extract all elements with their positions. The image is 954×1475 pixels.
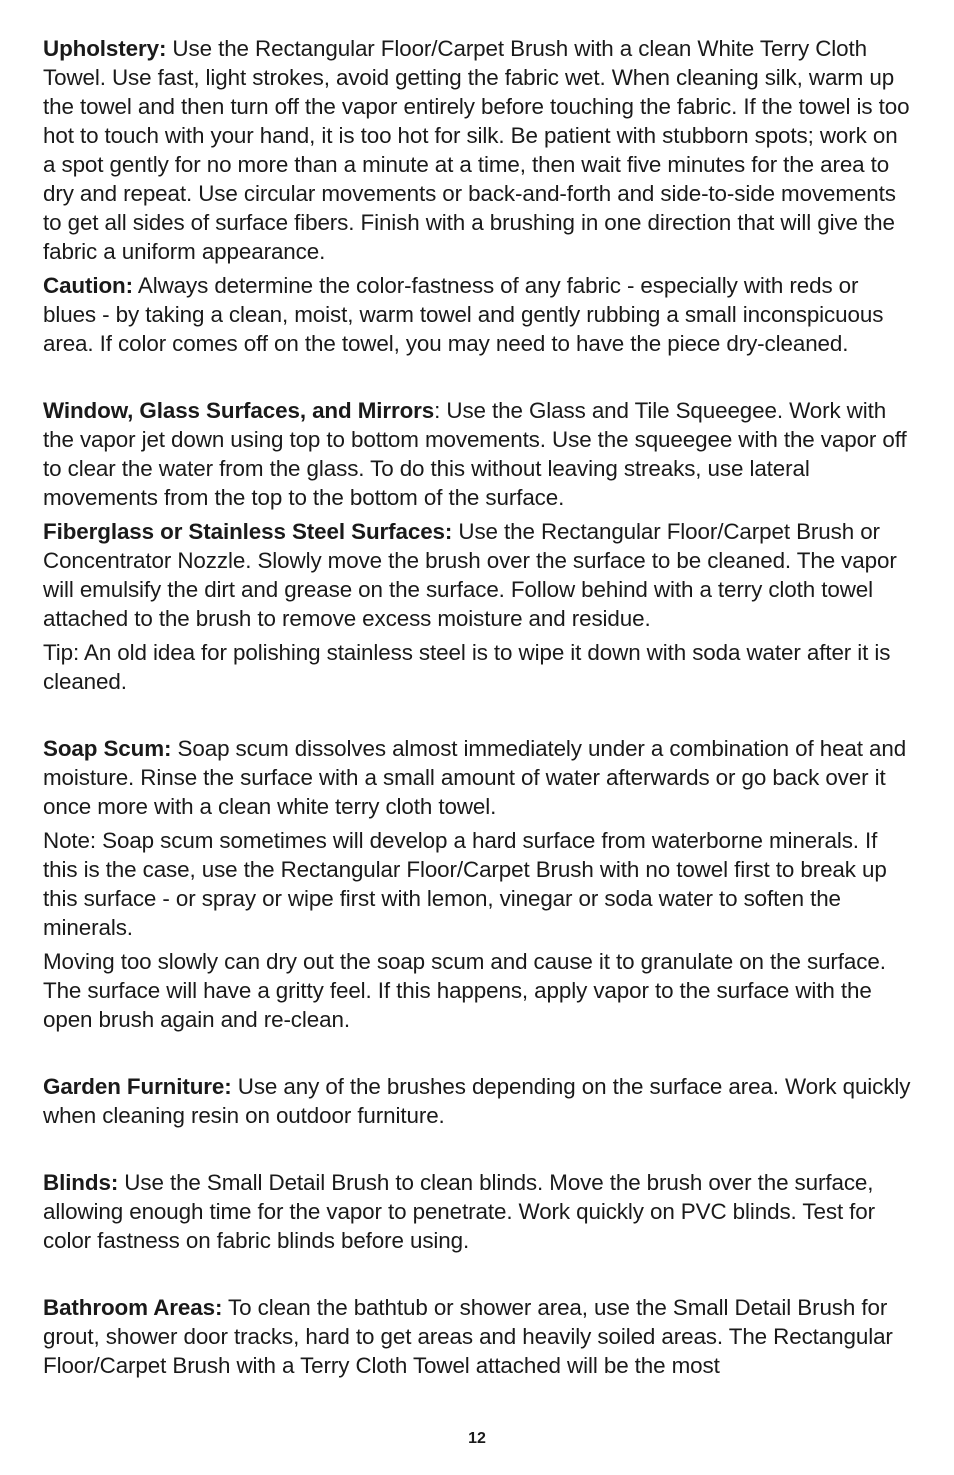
- paragraph-upholstery: [43, 34, 915, 266]
- text-caution: Always determine the color-fastness of any fabric - especially with reds or blues - by taking a clean, moist, warm towel and gently rubbing a small inconspicuous area. If color comes off on the towel, you may need to have the piece dry-cleaned.: [43, 273, 884, 356]
- text-window-glass: : Use the Glass and Tile Squeegee. Work with the vapor jet down using top to bottom movements. Use the squeegee with the vapor off to clear the water from the glass. To do this without leaving streaks, use lateral movements from the top to the bottom of the surface.: [43, 398, 907, 510]
- paragraph-bathroom-areas: [43, 1293, 915, 1380]
- heading-fiberglass: Fiberglass or Stainless Steel Surfaces:: [43, 519, 453, 544]
- heading-window-glass: Window, Glass Surfaces, and Mirrors: [43, 398, 435, 423]
- text-moving-slowly: Moving too slowly can dry out the soap scum and cause it to granulate on the surface. The surface will have a gritty feel. If this happens, apply vapor to the surface with the open brush again and re-clean.: [43, 949, 886, 1032]
- section-soap-scum: [43, 734, 915, 1034]
- paragraph-moving-slowly: [43, 947, 915, 1034]
- heading-garden-furniture: Garden Furniture:: [43, 1074, 232, 1099]
- paragraph-note: [43, 826, 915, 942]
- section-upholstery: [43, 34, 915, 358]
- paragraph-blinds: [43, 1168, 915, 1255]
- section-window-glass: [43, 396, 915, 696]
- heading-caution: Caution:: [43, 273, 133, 298]
- heading-blinds: Blinds:: [43, 1170, 119, 1195]
- section-blinds: [43, 1168, 915, 1255]
- text-note: Note: Soap scum sometimes will develop a hard surface from waterborne minerals. If this is the case, use the Rectangular Floor/Carpet Brush with no towel first to break up this surface - or spray or wipe first with lemon, vinegar or soda water to soften the minerals.: [43, 828, 887, 940]
- section-garden-furniture: [43, 1072, 915, 1130]
- paragraph-garden-furniture: [43, 1072, 915, 1130]
- heading-upholstery: Upholstery:: [43, 36, 167, 61]
- text-fiberglass: Use the Rectangular Floor/Carpet Brush or Concentrator Nozzle. Slowly move the brush over the surface to be cleaned. The vapor will emulsify the dirt and grease on the surface. Follow behind with a terry cloth towel attached to the brush to remove excess moisture and residue.: [43, 519, 897, 631]
- text-blinds: Use the Small Detail Brush to clean blinds. Move the brush over the surface, allowing enough time for the vapor to penetrate. Work quickly on PVC blinds. Test for color fastness on fabric blinds before using.: [43, 1170, 876, 1253]
- paragraph-tip: [43, 638, 915, 696]
- page-content: [43, 34, 915, 1380]
- text-garden-furniture: Use any of the brushes depending on the surface area. Work quickly when cleaning resin on outdoor furniture.: [43, 1074, 911, 1128]
- page-number: 12: [468, 1430, 486, 1447]
- text-soap-scum: Soap scum dissolves almost immediately under a combination of heat and moisture. Rinse the surface with a small amount of water afterwards or go back over it once more with a clean white terry cloth towel.: [43, 736, 907, 819]
- paragraph-window-glass: [43, 396, 915, 512]
- section-bathroom-areas: [43, 1293, 915, 1380]
- paragraph-soap-scum: [43, 734, 915, 821]
- text-tip: Tip: An old idea for polishing stainless steel is to wipe it down with soda water after it is cleaned.: [43, 640, 891, 694]
- text-upholstery: Use the Rectangular Floor/Carpet Brush with a clean White Terry Cloth Towel. Use fast, light strokes, avoid getting the fabric wet. When cleaning silk, warm up the towel and then turn off the vapor entirely before touching the fabric. If the towel is too hot to touch with your hand, it is too hot for silk. Be patient with stubborn spots; work on a spot gently for no more than a minute at a time, then wait five minutes for the area to dry and repeat. Use circular movements or back-and-forth and side-to-side movements to get all sides of surface fibers. Finish with a brushing in one direction that will give the fabric a uniform appearance.: [43, 36, 910, 264]
- text-bathroom-areas: To clean the bathtub or shower area, use the Small Detail Brush for grout, shower door tracks, hard to get areas and heavily soiled areas. The Rectangular Floor/Carpet Brush with a Terry Cloth Towel attached will be the most: [43, 1295, 893, 1378]
- heading-bathroom-areas: Bathroom Areas:: [43, 1295, 223, 1320]
- heading-soap-scum: Soap Scum:: [43, 736, 172, 761]
- paragraph-caution: [43, 271, 915, 358]
- paragraph-fiberglass: [43, 517, 915, 633]
